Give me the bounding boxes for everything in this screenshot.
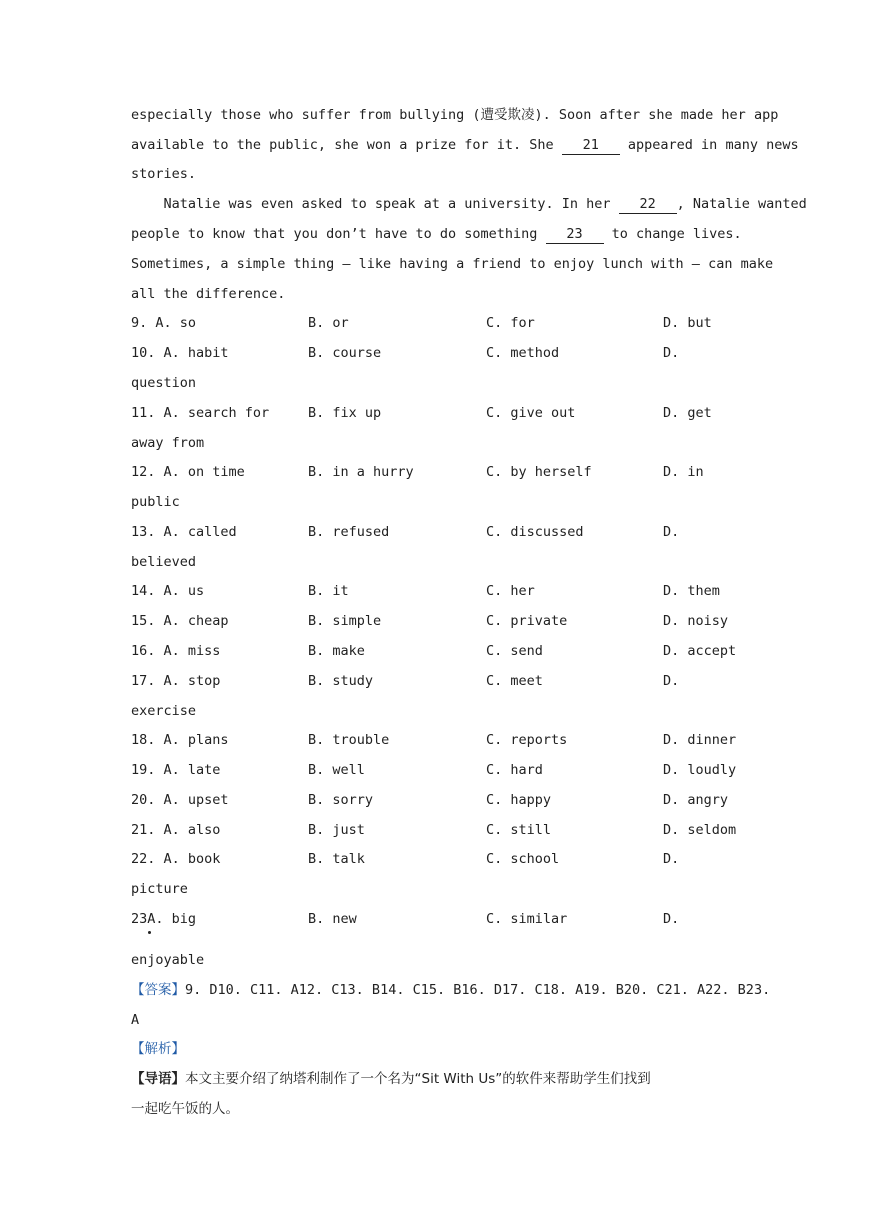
option-17-b: B. study [308,673,374,689]
option-15-d: D. noisy [663,613,729,629]
passage-line-3: stories. [131,166,197,182]
option-22-a: 22. A. book [131,851,221,867]
option-16-b: B. make [308,643,365,659]
option-11-a: 11. A. search for [131,405,270,421]
option-13-c: C. discussed [486,524,584,540]
answer-line [131,981,770,999]
option-9-d: D. but [663,315,712,331]
blank-22: 22 [619,195,677,214]
option-10-d: D. [663,345,680,361]
bullet-dot [148,931,151,934]
option-9-b: B. or [308,315,349,331]
option-10-a: 10. A. habit [131,345,229,361]
answer-label: 【答案】 [131,982,185,998]
text-fragment: , Natalie wanted [676,196,807,212]
option-19-d: D. loudly [663,762,737,778]
option-12-d: D. in [663,464,704,480]
option-18-c: C. reports [486,732,568,748]
option-12-b: B. in a hurry [308,464,414,480]
option-17-d-wrap: exercise [131,703,197,719]
option-10-d-wrap: question [131,375,197,391]
answer-text: 9. D10. C11. A12. C13. B14. C15. B16. D17. C18. A19. B20. C21. A22. B23. [185,982,771,998]
option-23-b: B. new [308,911,357,927]
option-22-d: D. [663,851,680,867]
guide-line [131,1070,651,1088]
option-18-d: D. dinner [663,732,737,748]
option-23-d-wrap: enjoyable [131,952,205,968]
text-fragment: Natalie was even asked to speak at a university. In her [131,196,619,212]
option-12-a: 12. A. on time [131,464,245,480]
option-20-d: D. angry [663,792,729,808]
option-11-c: C. give out [486,405,576,421]
passage-line-6: Sometimes, a simple thing — like having a friend to enjoy lunch with — can make [131,256,774,272]
blank-23: 23 [546,225,604,244]
answer-line-2: A [131,1012,140,1028]
option-9-c: C. for [486,315,535,331]
passage-line-5 [131,225,742,244]
passage-line-7: all the difference. [131,286,286,302]
analysis-label: 【解析】 [131,1041,185,1057]
guide-text: 本文主要介绍了纳塔利制作了一个名为“Sit With Us”的软件来帮助学生们找到 [185,1071,651,1087]
option-14-b: B. it [308,583,349,599]
option-16-a: 16. A. miss [131,643,221,659]
option-10-c: C. method [486,345,560,361]
option-19-b: B. well [308,762,365,778]
text-fragment: people to know that you don’t have to do something [131,226,546,242]
option-15-b: B. simple [308,613,382,629]
option-18-b: B. trouble [308,732,390,748]
option-14-a: 14. A. us [131,583,205,599]
option-14-d: D. them [663,583,720,599]
option-9-a: 9. A. so [131,315,197,331]
option-12-c: C. by herself [486,464,592,480]
guide-line-2: 一起吃午饭的人。 [131,1101,239,1117]
option-12-d-wrap: public [131,494,180,510]
option-10-b: B. course [308,345,382,361]
passage-line-4 [131,195,807,214]
option-13-d: D. [663,524,680,540]
option-21-a: 21. A. also [131,822,221,838]
option-15-a: 15. A. cheap [131,613,229,629]
option-17-a: 17. A. stop [131,673,221,689]
option-23-c: C. similar [486,911,568,927]
text-fragment: available to the public, she won a prize for it. She [131,137,562,153]
option-20-c: C. happy [486,792,552,808]
option-13-d-wrap: believed [131,554,197,570]
option-11-d-wrap: away from [131,435,205,451]
option-11-d: D. get [663,405,712,421]
text-fragment: appeared in many news [619,137,799,153]
option-22-d-wrap: picture [131,881,188,897]
option-13-b: B. refused [308,524,390,540]
option-16-c: C. send [486,643,543,659]
option-19-a: 19. A. late [131,762,221,778]
option-14-c: C. her [486,583,535,599]
option-17-c: C. meet [486,673,543,689]
option-20-a: 20. A. upset [131,792,229,808]
option-21-c: C. still [486,822,552,838]
option-22-c: C. school [486,851,560,867]
option-21-b: B. just [308,822,365,838]
option-15-c: C. private [486,613,568,629]
option-18-a: 18. A. plans [131,732,229,748]
option-20-b: B. sorry [308,792,374,808]
guide-label: 【导语】 [131,1071,185,1087]
option-19-c: C. hard [486,762,543,778]
option-21-d: D. seldom [663,822,737,838]
option-16-d: D. accept [663,643,737,659]
option-17-d: D. [663,673,680,689]
blank-21: 21 [562,136,620,155]
passage-line-1: especially those who suffer from bullying (遭受欺凌). Soon after she made her app [131,107,779,123]
text-fragment: to change lives. [603,226,742,242]
option-13-a: 13. A. called [131,524,237,540]
passage-line-2 [131,136,799,155]
option-23-a: 23A. big [131,911,197,927]
option-23-d: D. [663,911,680,927]
option-22-b: B. talk [308,851,365,867]
option-11-b: B. fix up [308,405,382,421]
